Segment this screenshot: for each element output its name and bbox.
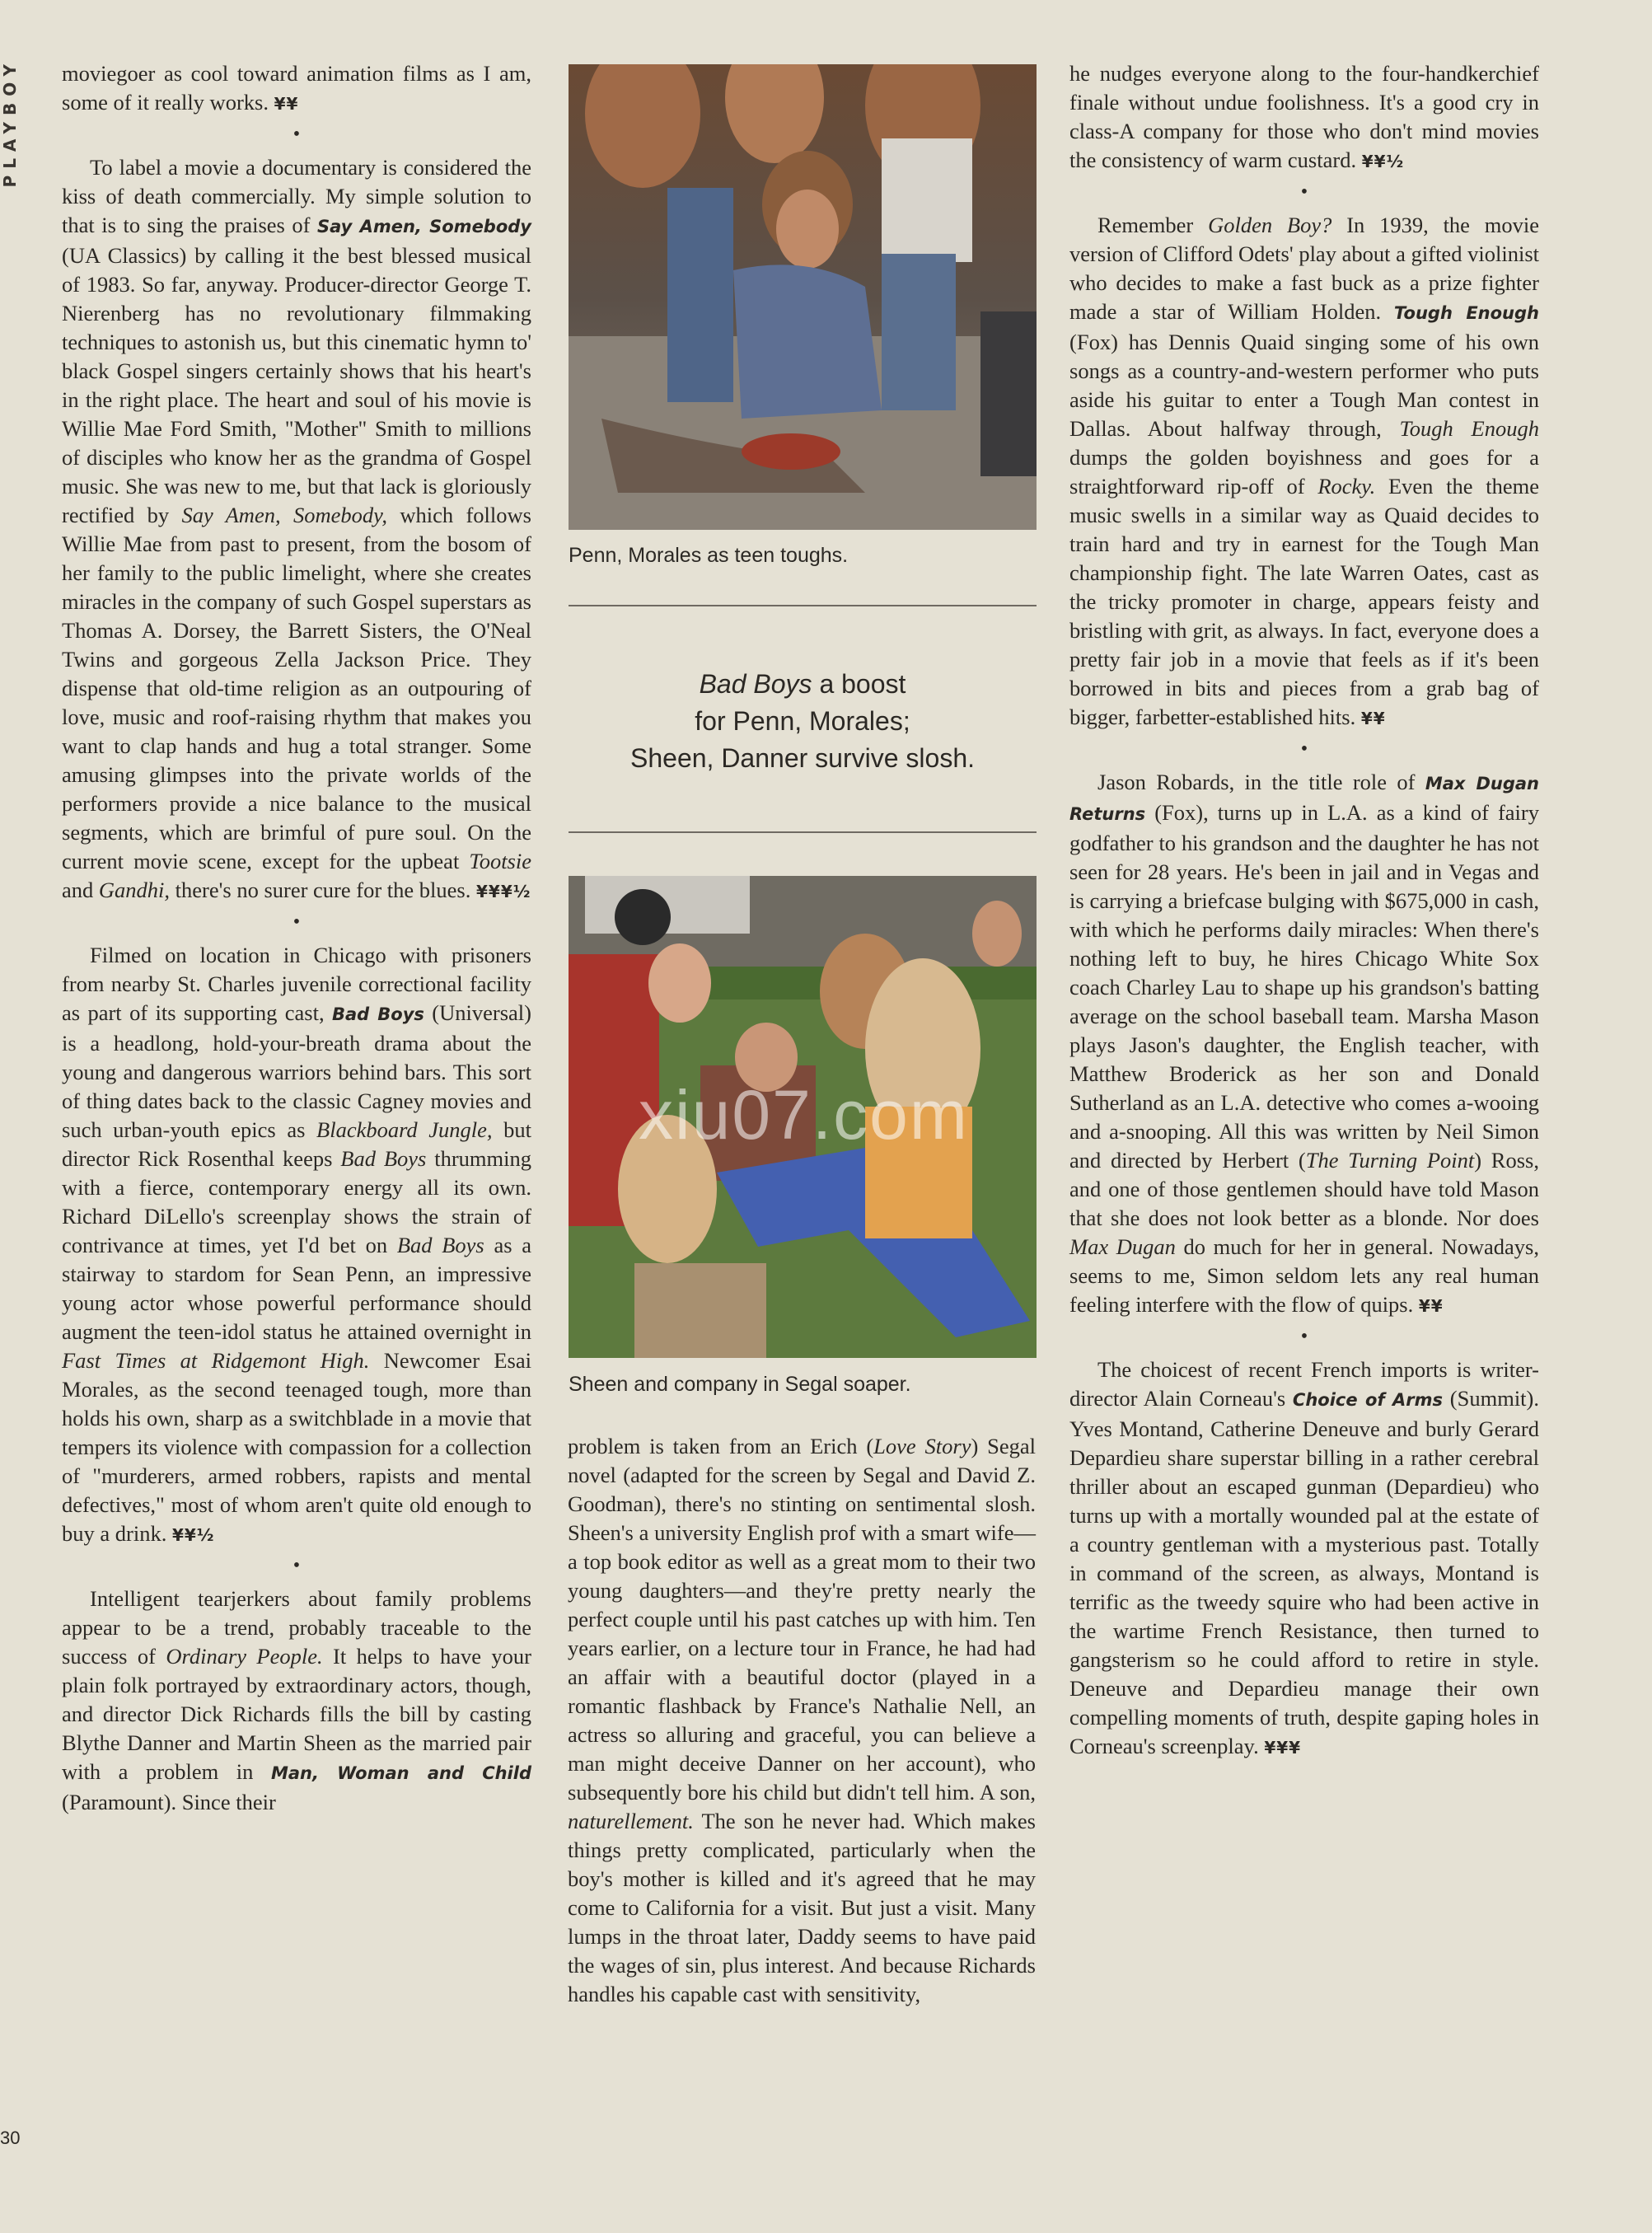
divider-rule	[569, 831, 1037, 833]
pull-quote-line: Bad Boys a boost	[699, 669, 906, 699]
rating: ¥¥	[1360, 709, 1386, 728]
film-title: Say Amen, Somebody	[317, 217, 531, 236]
rating: ¥¥¥	[1264, 1738, 1302, 1758]
column-1	[62, 59, 531, 1817]
rating: ¥¥	[1418, 1296, 1444, 1316]
film-title: Choice of Arms	[1292, 1390, 1444, 1410]
paragraph: To label a movie a documentary is considered the kiss of death commercially. My simple solution to that is to sing the praises of Say Amen, Somebody (UA Classics) by calling it the best blessed musical of 1983. So far, anyway. Producer-director George T. Nierenberg has no revolutionary filmmaking techniques to astonish us, but this cinematic hymn to' black Gospel singers certainly shows that his heart's in the right place. The heart and soul of his movie is Willie Mae Ford Smith, "Mother" Smith to millions of disciples who know her as the grandma of Gospel music. She was new to me, but that lack is gloriously rectified by Say Amen, Somebody, which follows Willie Mae from past to present, from the bosom of her family to the public limelight, where she creates miracles in the company of such Gospel superstars as Thomas A. Dorsey, the Barrett Sisters, the O'Neal Twins and gorgeous Zella Jackson Price. They dispense that old-time religion as an outpouring of love, music and roof-raising rhythm that makes you want to clap hands and hug a total stranger. Some amusing glimpses into the private worlds of the performers provide a nice balance to the musical segments, which are brimful of pure soul. On the current movie scene, except for the upbeat Tootsie and Gandhi, there's no surer cure for the blues. ¥¥¥½	[62, 155, 531, 902]
rating: ¥¥¥½	[475, 882, 531, 901]
photo-caption: Sheen and company in Segal soaper.	[569, 1373, 911, 1396]
paragraph: Intelligent tearjerkers about family problems appear to be a trend, probably traceable to the success of Ordinary People. It helps to have your plain folk portrayed by extraordinary actors, though, and director Dick Richards fills the bill by casting Blythe Danner and Martin Sheen as the married pair with a problem in Man, Woman and Child (Paramount). Since their	[62, 1586, 531, 1814]
paragraph: Remember Golden Boy? In 1939, the movie version of Clifford Odets' play about a gifted violinist who decides to make a fast buck as a prize fighter made a star of William Holden. Tough Enough (Fox) has Dennis Quaid singing some of his own songs as a country-and-western performer who puts aside his guitar to enter a Tough Man contest in Dallas. About halfway through, Tough Enough dumps the golden boyishness and goes for a straightforward rip-off of Rocky. Even the theme music swells in a similar way as Quaid decides to train hard and try in earnest for the Tough Man championship fight. The late Warren Oates, cast as the tricky promoter in charge, appears feisty and bristling with grit, as always. In fact, everyone does a pretty fair job in a movie that feels as if it's been borrowed in bits and pieces from a grab bag of bigger, farbetter-established hits. ¥¥	[1069, 213, 1540, 729]
paragraph: he nudges everyone along to the four-handkerchief finale without undue foolishness. It's a good cry in class-A company for those who don't mind movies the consistency of warm custard. ¥¥½	[1069, 61, 1539, 172]
rating: ¥¥	[274, 94, 299, 114]
paragraph: Jason Robards, in the title role of Max Dugan Returns (Fox), turns up in L.A. as a kind of fairy godfather to his grandson and the daughter he has not seen for 28 years. He's been in jail and in Vegas and is carrying a briefcase bulging with $675,000 in cash, with which he performs daily miracles: When there's nothing left to buy, he hires Chicago White Sox coach Charley Lau to shape up his grandson's batting average on the school baseball team. Marsha Mason plays Jason's daughter, the English teacher, with Matthew Broderick as her son and Donald Sutherland as an L.A. detective who comes a-wooing and a-snooping. All this was written by Neil Simon and directed by Herbert (The Turning Point) Ross, and one of those gentlemen should have told Mason that she does not look better as a blonde. Nor does Max Dugan do much for her in general. Nowadays, seems to me, Simon seldom lets any real human feeling interfere with the flow of quips. ¥¥	[1069, 770, 1540, 1317]
film-title: Bad Boys	[331, 1004, 424, 1024]
divider-rule	[569, 605, 1037, 606]
section-bullet: •	[292, 1555, 301, 1576]
photo-teen-toughs-image	[569, 64, 1037, 530]
film-title: Max Dugan Returns	[1069, 774, 1540, 824]
paragraph: moviegoer as cool toward animation films as I am, some of it really works. ¥¥	[62, 61, 531, 115]
film-title: Man, Woman and Child	[270, 1763, 531, 1783]
section-bullet: •	[292, 124, 301, 145]
film-title: Tough Enough	[1393, 303, 1539, 323]
magazine-name-sidebar: PLAYBOY	[0, 58, 20, 188]
photo-caption: Penn, Morales as teen toughs.	[569, 544, 849, 567]
page-number: 30	[0, 2128, 21, 2148]
photo-teen-toughs	[569, 64, 1037, 530]
pull-quote	[569, 666, 1037, 777]
section-bullet: •	[1300, 181, 1308, 203]
pull-quote-line: Sheen, Danner survive slosh.	[630, 743, 975, 773]
rating: ¥¥½	[1361, 152, 1405, 171]
paragraph: The choicest of recent French imports is writer-director Alain Corneau's Choice of Arms (Summit). Yves Montand, Catherine Deneuve and burly Gerard Depardieu share superstar billing in a rather cerebral thriller about an escaped gunman (Depardieu) who turns up with a mortally wounded pal at the estate of a country gentleman with a mysterious past. Totally in command of the screen, as always, Montand is terrific as the tweedy squire who had been active in the wartime French Resistance, then turned to gangsterism so he could afford to retire in style. Deneuve and Depardieu manage their own compelling moments of truth, despite gaping holes in Corneau's screenplay. ¥¥¥	[1069, 1357, 1539, 1758]
section-bullet: •	[1300, 1326, 1308, 1347]
column-3	[1069, 59, 1539, 1763]
paragraph: Filmed on location in Chicago with prisoners from nearby St. Charles juvenile correctional facility as part of its supporting cast, Bad Boys (Universal) is a headlong, hold-your-breath drama about the young and dangerous warriors behind bars. This sort of thing dates back to the classic Cagney movies and such urban-youth epics as Blackboard Jungle, but director Rick Rosenthal keeps Bad Boys thrumming with a fierce, contemporary energy all its own. Richard DiLello's screenplay shows the strain of contrivance at times, yet I'd bet on Bad Boys as a stairway to stardom for Sean Penn, an impressive young actor whose powerful performance should augment the teen-idol status he attained overnight in Fast Times at Ridgemont High. Newcomer Esai Morales, as the second teenaged tough, more than holds his own, sharp as a switchblade in a movie that tempers its violence with compassion for a collection of "murderers, armed robbers, rapists and mental defectives," most of whom aren't quite old enough to buy a drink. ¥¥½	[62, 943, 532, 1546]
pull-quote-line: for Penn, Morales;	[695, 706, 910, 736]
rating: ¥¥½	[171, 1525, 215, 1545]
watermark: xiu07.com	[639, 1076, 969, 1154]
column-2	[568, 1432, 1036, 2009]
paragraph: problem is taken from an Erich (Love Story) Segal novel (adapted for the screen by Segal and David Z. Goodman), there's no stinting on sentimental slosh. Sheen's a university English prof with a smart wife—a top book editor as well as a great mom to their two young daughters—and they're pretty nearly the perfect couple until his past catches up with him. Ten years earlier, on a lecture tour in France, he had had an affair with a beautiful doctor (played in a romantic flashback by France's Nathalie Nell, an actress so alluring and graceful, you can believe a man might deceive Danner on her account), who subsequently bore his child but didn't tell him. A son, naturellement. The son he never had. Which makes things pretty complicated, particularly when the boy's mother is killed and it's agreed that he may come to California for a visit. But just a visit. Many lumps in the throat later, Daddy seems to have paid the wages of sin, plus interest. And because Richards handles his capable cast with sensitivity,	[568, 1434, 1037, 2006]
section-bullet: •	[1300, 738, 1308, 760]
section-bullet: •	[292, 911, 301, 933]
